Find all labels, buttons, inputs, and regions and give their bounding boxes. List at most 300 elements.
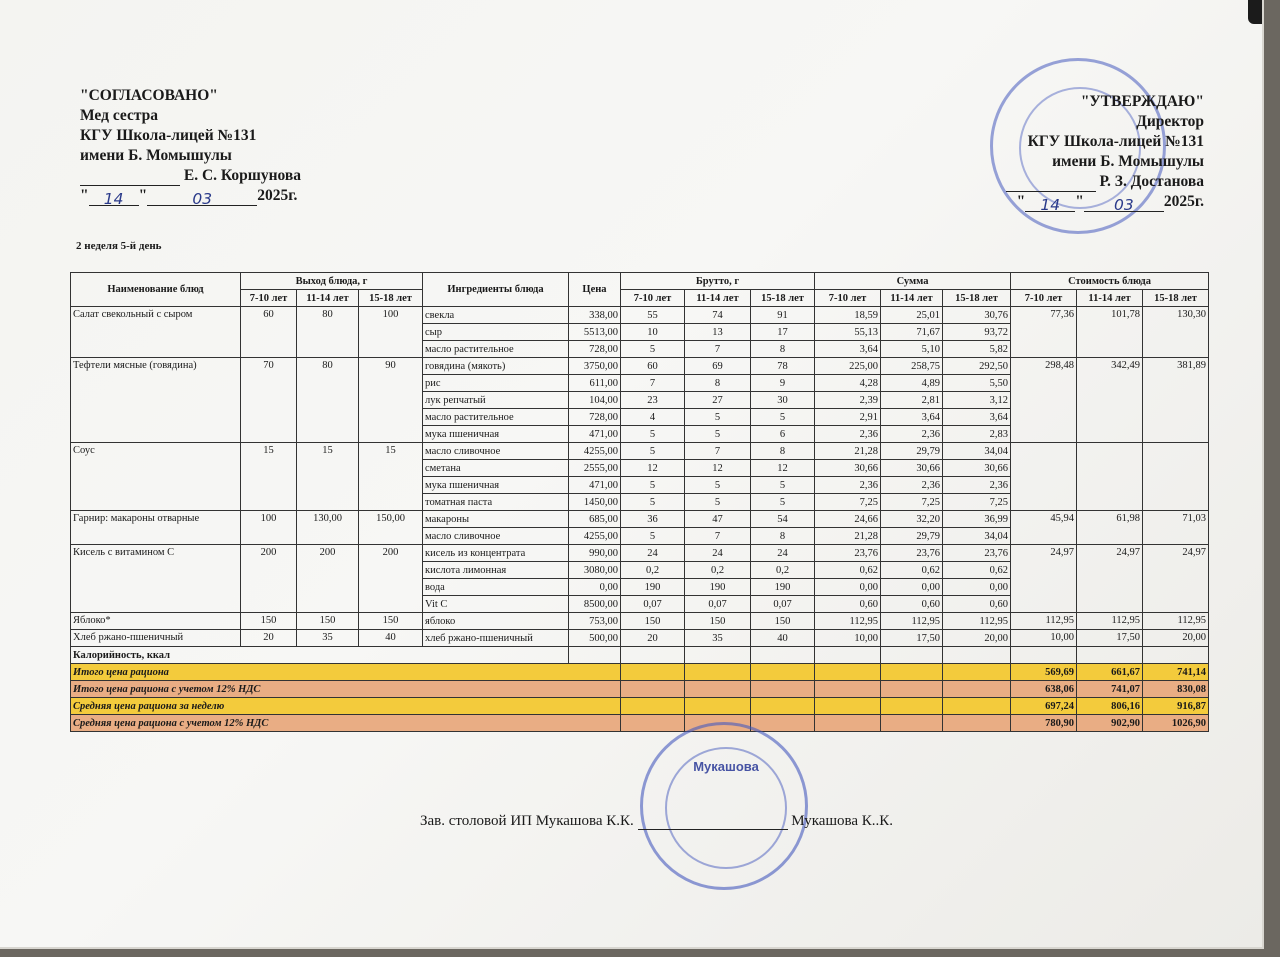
col-sum: Сумма [815, 273, 1011, 290]
ingredient-gross: 6 [751, 426, 815, 443]
ingredient-sum: 30,66 [815, 460, 881, 477]
dish-output: 80 [297, 358, 359, 443]
ingredient-gross: 5 [621, 477, 685, 494]
dish-name: Кисель с витамином С [71, 545, 241, 613]
col-ingredients: Ингредиенты блюда [423, 273, 569, 307]
ingredient-gross: 7 [685, 341, 751, 358]
dish-output: 80 [297, 307, 359, 358]
ingredient-name: масло растительное [423, 341, 569, 358]
ingredient-gross: 60 [621, 358, 685, 375]
ingredient-gross: 40 [751, 630, 815, 647]
ingredient-name: лук репчатый [423, 392, 569, 409]
ingredient-sum: 23,76 [815, 545, 881, 562]
ingredient-name: масло сливочное [423, 443, 569, 460]
dish-cost [1077, 443, 1143, 511]
summary-value: 741,14 [1143, 664, 1209, 681]
empty-cell [943, 715, 1011, 732]
dish-name: Салат свекольный с сыром [71, 307, 241, 358]
ingredient-sum: 4,89 [881, 375, 943, 392]
menu-table [70, 272, 1209, 732]
ingredient-sum: 3,64 [881, 409, 943, 426]
approval-left-year: 2025г. [257, 187, 298, 204]
ingredient-name: масло сливочное [423, 528, 569, 545]
summary-label: Итого цена рациона [71, 664, 621, 681]
dish-name: Тефтели мясные (говядина) [71, 358, 241, 443]
ingredient-gross: 5 [751, 409, 815, 426]
ingredient-sum: 2,81 [881, 392, 943, 409]
ingredient-name: мука пшеничная [423, 426, 569, 443]
dish-output: 200 [241, 545, 297, 613]
ingredient-gross: 55 [621, 307, 685, 324]
ingredient-price: 4255,00 [569, 443, 621, 460]
dish-output: 40 [359, 630, 423, 647]
ingredient-sum: 2,83 [943, 426, 1011, 443]
summary-row [71, 698, 1209, 715]
ingredient-gross: 5 [621, 443, 685, 460]
approval-right-org: КГУ Школа-лицей №131 [1027, 133, 1204, 150]
ingredient-gross: 35 [685, 630, 751, 647]
approval-left-day: 14 [89, 189, 139, 206]
col-output-age1: 7-10 лет [241, 290, 297, 307]
empty-cell [815, 715, 881, 732]
approval-right-month: 03 [1084, 195, 1164, 212]
empty-cell [881, 681, 943, 698]
ingredient-gross: 5 [685, 494, 751, 511]
calorie-row [71, 647, 1209, 664]
ingredient-sum: 7,25 [815, 494, 881, 511]
empty-cell [943, 647, 1011, 664]
dish-cost: 10,00 [1011, 630, 1077, 647]
ingredient-gross: 12 [685, 460, 751, 477]
ingredient-gross: 13 [685, 324, 751, 341]
ingredient-sum: 112,95 [943, 613, 1011, 630]
empty-cell [621, 647, 685, 664]
ingredient-sum: 29,79 [881, 528, 943, 545]
ingredient-sum: 18,59 [815, 307, 881, 324]
ingredient-gross: 54 [751, 511, 815, 528]
ingredient-sum: 292,50 [943, 358, 1011, 375]
ingredient-gross: 91 [751, 307, 815, 324]
summary-value: 902,90 [1077, 715, 1143, 732]
ingredient-sum: 30,76 [943, 307, 1011, 324]
empty-cell [751, 664, 815, 681]
empty-cell [685, 681, 751, 698]
ingredient-sum: 0,00 [815, 579, 881, 596]
summary-value: 569,69 [1011, 664, 1077, 681]
col-cost-age3: 15-18 лет [1143, 290, 1209, 307]
header-row-ages [71, 290, 1209, 307]
ingredient-sum: 258,75 [881, 358, 943, 375]
ingredient-gross: 8 [685, 375, 751, 392]
ingredient-name: Vit C [423, 596, 569, 613]
ingredient-price: 4255,00 [569, 528, 621, 545]
ingredient-price: 3080,00 [569, 562, 621, 579]
ingredient-gross: 5 [751, 494, 815, 511]
dish-output: 150,00 [359, 511, 423, 545]
empty-cell [943, 698, 1011, 715]
col-gross: Брутто, г [621, 273, 815, 290]
dish-cost: 112,95 [1011, 613, 1077, 630]
empty-cell [751, 715, 815, 732]
ingredient-sum: 0,00 [881, 579, 943, 596]
col-price: Цена [569, 273, 621, 307]
dish-cost: 381,89 [1143, 358, 1209, 443]
approval-right-signature-line [1006, 172, 1204, 192]
dish-output: 15 [359, 443, 423, 511]
ingredient-sum: 23,76 [881, 545, 943, 562]
ingredient-gross: 36 [621, 511, 685, 528]
dish-cost: 77,36 [1011, 307, 1077, 358]
ingredient-sum: 7,25 [881, 494, 943, 511]
ingredient-sum: 21,28 [815, 528, 881, 545]
summary-value: 830,08 [1143, 681, 1209, 698]
col-gross-age3: 15-18 лет [751, 290, 815, 307]
ingredient-price: 2555,00 [569, 460, 621, 477]
ingredient-gross: 8 [751, 528, 815, 545]
dish-cost: 61,98 [1077, 511, 1143, 545]
ingredient-gross: 150 [751, 613, 815, 630]
dish-cost: 24,97 [1143, 545, 1209, 613]
ingredient-name: свекла [423, 307, 569, 324]
ingredient-name: говядина (мякоть) [423, 358, 569, 375]
summary-value: 638,06 [1011, 681, 1077, 698]
ingredient-sum: 225,00 [815, 358, 881, 375]
approval-right-title: "УТВЕРЖДАЮ" [1080, 93, 1204, 110]
dish-output: 150 [359, 613, 423, 630]
approval-right-position: Директор [1136, 113, 1204, 130]
ingredient-price: 990,00 [569, 545, 621, 562]
ingredient-gross: 27 [685, 392, 751, 409]
empty-cell [881, 664, 943, 681]
dish-cost: 101,78 [1077, 307, 1143, 358]
dish-cost: 71,03 [1143, 511, 1209, 545]
ingredient-gross: 69 [685, 358, 751, 375]
dish-output: 100 [359, 307, 423, 358]
ingredient-gross: 24 [751, 545, 815, 562]
signature-underline [1006, 175, 1096, 192]
ingredient-sum: 4,28 [815, 375, 881, 392]
ingredient-gross: 150 [685, 613, 751, 630]
ingredient-gross: 5 [685, 409, 751, 426]
ingredient-gross: 20 [621, 630, 685, 647]
approval-left-date: " 14 " 03 2025г. [80, 187, 298, 208]
ingredient-price: 728,00 [569, 341, 621, 358]
summary-value: 806,16 [1077, 698, 1143, 715]
ingredient-gross: 12 [621, 460, 685, 477]
dish-cost: 130,30 [1143, 307, 1209, 358]
table-row [71, 630, 1209, 647]
dish-output: 15 [297, 443, 359, 511]
empty-cell [943, 664, 1011, 681]
empty-cell [685, 698, 751, 715]
table-row [71, 443, 1209, 460]
ingredient-sum: 55,13 [815, 324, 881, 341]
summary-value: 780,90 [1011, 715, 1077, 732]
dish-output: 20 [241, 630, 297, 647]
col-cost: Стоимость блюда [1011, 273, 1209, 290]
dish-output: 90 [359, 358, 423, 443]
ingredient-gross: 47 [685, 511, 751, 528]
approval-left-signature-line [80, 166, 301, 186]
ingredient-gross: 78 [751, 358, 815, 375]
ingredient-price: 1450,00 [569, 494, 621, 511]
approval-right-day: 14 [1025, 195, 1075, 212]
ingredient-sum: 30,66 [943, 460, 1011, 477]
ingredient-gross: 74 [685, 307, 751, 324]
ingredient-name: мука пшеничная [423, 477, 569, 494]
ingredient-gross: 0,2 [751, 562, 815, 579]
ingredient-sum: 34,04 [943, 528, 1011, 545]
approval-left-signer: Е. С. Коршунова [183, 167, 301, 184]
table-row [71, 511, 1209, 528]
empty-cell [751, 681, 815, 698]
ingredient-sum: 2,39 [815, 392, 881, 409]
ingredient-name: вода [423, 579, 569, 596]
empty-cell [1077, 647, 1143, 664]
summary-label: Средняя цена рациона за неделю [71, 698, 621, 715]
ingredient-name: рис [423, 375, 569, 392]
empty-cell [881, 715, 943, 732]
ingredient-sum: 10,00 [815, 630, 881, 647]
ingredient-price: 685,00 [569, 511, 621, 528]
empty-cell [685, 664, 751, 681]
ingredient-sum: 29,79 [881, 443, 943, 460]
ingredient-price: 611,00 [569, 375, 621, 392]
dish-cost: 20,00 [1143, 630, 1209, 647]
approval-block-left [80, 86, 301, 206]
summary-label: Итого цена рациона с учетом 12% НДС [71, 681, 621, 698]
ingredient-gross: 190 [751, 579, 815, 596]
ingredient-sum: 0,60 [881, 596, 943, 613]
summary-value: 916,87 [1143, 698, 1209, 715]
col-cost-age1: 7-10 лет [1011, 290, 1077, 307]
summary-value: 1026,90 [1143, 715, 1209, 732]
dish-name: Яблоко* [71, 613, 241, 630]
ingredient-sum: 3,12 [943, 392, 1011, 409]
ingredient-gross: 24 [621, 545, 685, 562]
ingredient-sum: 5,50 [943, 375, 1011, 392]
empty-cell [621, 698, 685, 715]
ingredient-gross: 30 [751, 392, 815, 409]
approval-right-signer: Р. З. Достанова [1099, 173, 1204, 190]
ingredient-price: 104,00 [569, 392, 621, 409]
footer-right: Мукашова К..К. [791, 813, 894, 829]
ingredient-name: кислота лимонная [423, 562, 569, 579]
ingredient-sum: 23,76 [943, 545, 1011, 562]
dish-name: Хлеб ржано-пшеничный [71, 630, 241, 647]
empty-cell [815, 664, 881, 681]
dish-cost: 112,95 [1143, 613, 1209, 630]
ingredient-gross: 5 [621, 426, 685, 443]
empty-cell [621, 681, 685, 698]
dish-cost: 112,95 [1077, 613, 1143, 630]
ingredient-gross: 9 [751, 375, 815, 392]
footer-signature-line [638, 815, 788, 830]
ingredient-gross: 23 [621, 392, 685, 409]
ingredient-gross: 10 [621, 324, 685, 341]
ingredient-gross: 5 [621, 494, 685, 511]
dish-cost [1143, 443, 1209, 511]
summary-row [71, 664, 1209, 681]
ingredient-gross: 12 [751, 460, 815, 477]
dish-cost: 17,50 [1077, 630, 1143, 647]
dish-name: Соус [71, 443, 241, 511]
summary-row [71, 715, 1209, 732]
ingredient-gross: 17 [751, 324, 815, 341]
ingredient-sum: 2,36 [881, 477, 943, 494]
approval-left-org-name: имени Б. Момышулы [80, 147, 232, 164]
ingredient-gross: 7 [685, 528, 751, 545]
ingredient-sum: 112,95 [815, 613, 881, 630]
ingredient-sum: 0,60 [943, 596, 1011, 613]
summary-value: 741,07 [1077, 681, 1143, 698]
ingredient-sum: 0,62 [943, 562, 1011, 579]
ingredient-price: 338,00 [569, 307, 621, 324]
ingredient-price: 0,00 [569, 579, 621, 596]
ingredient-name: масло растительное [423, 409, 569, 426]
ingredient-price: 471,00 [569, 426, 621, 443]
ingredient-gross: 0,07 [621, 596, 685, 613]
ingredient-sum: 7,25 [943, 494, 1011, 511]
ingredient-sum: 5,82 [943, 341, 1011, 358]
dish-output: 200 [297, 545, 359, 613]
summary-value: 697,24 [1011, 698, 1077, 715]
ingredient-gross: 0,2 [621, 562, 685, 579]
ingredient-name: сметана [423, 460, 569, 477]
ingredient-price: 3750,00 [569, 358, 621, 375]
ingredient-name: хлеб ржано-пшеничный [423, 630, 569, 647]
ingredient-sum: 21,28 [815, 443, 881, 460]
ingredient-sum: 0,62 [815, 562, 881, 579]
approval-left-org: КГУ Школа-лицей №131 [80, 127, 257, 144]
approval-right-year: 2025г. [1163, 193, 1204, 210]
dish-output: 35 [297, 630, 359, 647]
empty-cell [751, 647, 815, 664]
stamp-bottom-text: Мукашова [693, 759, 759, 774]
dish-cost: 24,97 [1077, 545, 1143, 613]
ingredient-price: 753,00 [569, 613, 621, 630]
empty-cell [685, 647, 751, 664]
ingredient-gross: 4 [621, 409, 685, 426]
ingredient-sum: 2,36 [815, 477, 881, 494]
col-gross-age2: 11-14 лет [685, 290, 751, 307]
ingredient-sum: 3,64 [943, 409, 1011, 426]
summary-label: Средняя цена рациона с учетом 12% НДС [71, 715, 621, 732]
col-output-age3: 15-18 лет [359, 290, 423, 307]
ingredient-sum: 2,36 [943, 477, 1011, 494]
table-row [71, 358, 1209, 375]
table-row [71, 613, 1209, 630]
ingredient-name: яблоко [423, 613, 569, 630]
footer-left: Зав. столовой ИП Мукашова К.К. [420, 813, 634, 829]
empty-cell [751, 698, 815, 715]
summary-value: 661,67 [1077, 664, 1143, 681]
empty-cell [943, 681, 1011, 698]
ingredient-name: сыр [423, 324, 569, 341]
dish-cost: 45,94 [1011, 511, 1077, 545]
ingredient-gross: 8 [751, 341, 815, 358]
ingredient-sum: 0,00 [943, 579, 1011, 596]
ingredient-name: кисель из концентрата [423, 545, 569, 562]
ingredient-sum: 34,04 [943, 443, 1011, 460]
col-gross-age1: 7-10 лет [621, 290, 685, 307]
dish-cost: 298,48 [1011, 358, 1077, 443]
empty-cell [815, 698, 881, 715]
ingredient-sum: 2,36 [815, 426, 881, 443]
ingredient-gross: 7 [621, 375, 685, 392]
ingredient-sum: 71,67 [881, 324, 943, 341]
col-cost-age2: 11-14 лет [1077, 290, 1143, 307]
approval-right-date: " 14 " 03 2025г. [1016, 193, 1204, 214]
ingredient-sum: 112,95 [881, 613, 943, 630]
table-row [71, 307, 1209, 324]
col-output: Выход блюда, г [241, 273, 423, 290]
empty-cell [1143, 647, 1209, 664]
col-sum-age2: 11-14 лет [881, 290, 943, 307]
ingredient-sum: 32,20 [881, 511, 943, 528]
header-row-main [71, 273, 1209, 290]
week-day-label: 2 неделя 5-й день [76, 240, 162, 252]
ingredient-sum: 93,72 [943, 324, 1011, 341]
ingredient-gross: 5 [621, 341, 685, 358]
menu-body [71, 307, 1209, 732]
summary-row [71, 681, 1209, 698]
dish-output: 200 [359, 545, 423, 613]
dish-output: 150 [241, 613, 297, 630]
ingredient-sum: 36,99 [943, 511, 1011, 528]
ingredient-gross: 5 [751, 477, 815, 494]
dish-output: 15 [241, 443, 297, 511]
corner-mark [1248, 0, 1262, 24]
ingredient-gross: 0,07 [685, 596, 751, 613]
ingredient-gross: 190 [685, 579, 751, 596]
col-sum-age3: 15-18 лет [943, 290, 1011, 307]
ingredient-gross: 0,07 [751, 596, 815, 613]
empty-cell [1011, 647, 1077, 664]
dish-output: 100 [241, 511, 297, 545]
ingredient-price: 500,00 [569, 630, 621, 647]
table-row [71, 545, 1209, 562]
ingredient-gross: 8 [751, 443, 815, 460]
empty-cell [815, 647, 881, 664]
ingredient-gross: 7 [685, 443, 751, 460]
ingredient-sum: 3,64 [815, 341, 881, 358]
empty-cell [881, 647, 943, 664]
dish-output: 70 [241, 358, 297, 443]
dish-output: 60 [241, 307, 297, 358]
ingredient-sum: 24,66 [815, 511, 881, 528]
ingredient-price: 728,00 [569, 409, 621, 426]
ingredient-price: 8500,00 [569, 596, 621, 613]
ingredient-price: 471,00 [569, 477, 621, 494]
approval-right-org-name: имени Б. Момышулы [1052, 153, 1204, 170]
empty-cell [569, 647, 621, 664]
ingredient-sum: 2,36 [881, 426, 943, 443]
dish-name: Гарнир: макароны отварные [71, 511, 241, 545]
signature-underline [80, 169, 180, 186]
ingredient-sum: 17,50 [881, 630, 943, 647]
ingredient-price: 5513,00 [569, 324, 621, 341]
empty-cell [881, 698, 943, 715]
dish-cost [1011, 443, 1077, 511]
ingredient-gross: 190 [621, 579, 685, 596]
approval-left-title: "СОГЛАСОВАНО" [80, 87, 218, 104]
approval-left-month: 03 [147, 189, 257, 206]
col-output-age2: 11-14 лет [297, 290, 359, 307]
ingredient-name: томатная паста [423, 494, 569, 511]
ingredient-gross: 5 [685, 426, 751, 443]
ingredient-sum: 25,01 [881, 307, 943, 324]
